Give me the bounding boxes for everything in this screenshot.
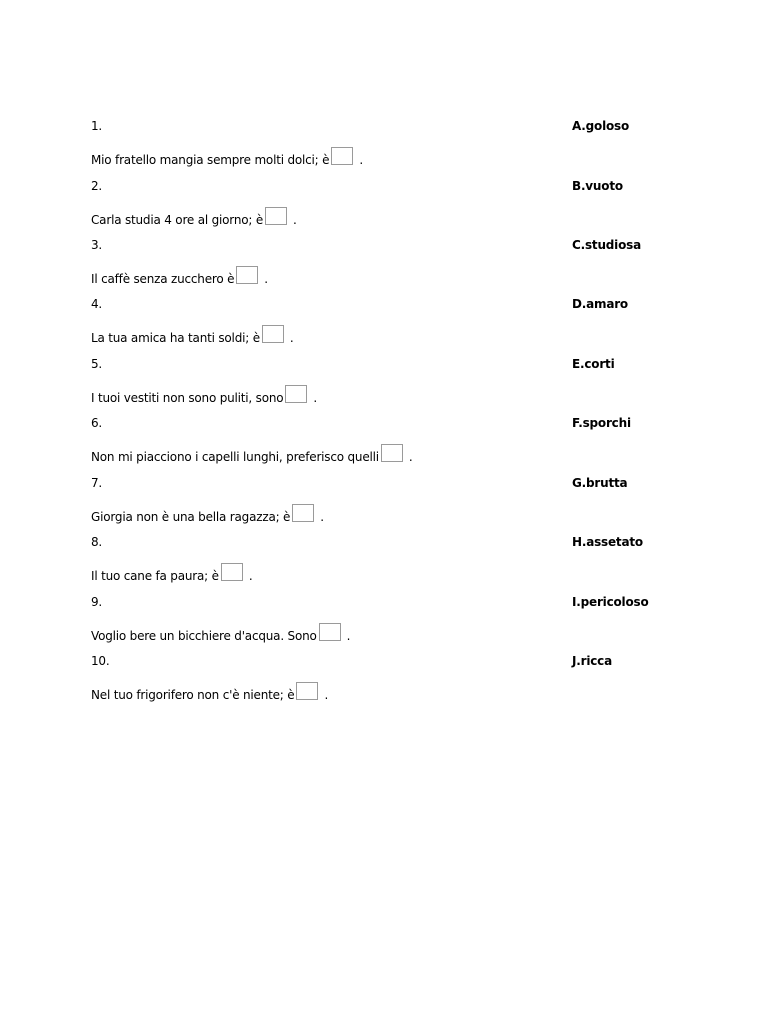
option-g: G.brutta [572, 476, 628, 490]
sentence-end: . [320, 510, 324, 524]
sentence-end: . [264, 272, 268, 286]
question-sentence [91, 147, 363, 167]
sentence-end: . [359, 153, 363, 167]
question-number: 7. [91, 476, 103, 490]
question-number: 2. [91, 179, 103, 193]
question-sentence [91, 563, 252, 583]
question-number: 8. [91, 535, 103, 549]
answer-blank-2[interactable] [265, 207, 287, 225]
answer-blank-1[interactable] [331, 147, 353, 165]
question-number: 3. [91, 238, 103, 252]
option-e: E.corti [572, 357, 615, 371]
answer-blank-10[interactable] [296, 682, 318, 700]
sentence-text: Non mi piacciono i capelli lunghi, preferisco quelli [91, 450, 379, 464]
sentence-end: . [313, 391, 318, 405]
sentence-text: Il caffè senza zucchero è [91, 272, 235, 286]
sentence-text: Nel tuo frigorifero non c'è niente; è [91, 688, 295, 702]
answer-blank-7[interactable] [292, 504, 314, 522]
option-f: F.sporchi [572, 416, 631, 430]
answer-blank-9[interactable] [319, 623, 341, 641]
option-a: A.goloso [572, 119, 630, 133]
answer-blank-3[interactable] [236, 266, 258, 284]
question-sentence [91, 266, 268, 286]
question-number: 4. [91, 297, 103, 311]
option-d: D.amaro [572, 297, 628, 311]
sentence-end: . [324, 688, 329, 702]
question-sentence [91, 682, 328, 702]
answer-blank-5[interactable] [285, 385, 307, 403]
sentence-end: . [293, 213, 297, 227]
sentence-text: Il tuo cane fa paura; è [91, 569, 219, 583]
sentence-text: I tuoi vestiti non sono puliti, sono [91, 391, 284, 405]
question-sentence [91, 385, 317, 405]
question-number: 1. [91, 119, 103, 133]
sentence-end: . [346, 629, 351, 643]
option-c: C.studiosa [572, 238, 641, 252]
question-sentence [91, 623, 350, 643]
answer-blank-4[interactable] [262, 325, 284, 343]
question-sentence [91, 325, 294, 345]
option-j: J.ricca [572, 654, 612, 668]
option-i: I.pericoloso [572, 595, 649, 609]
question-number: 10. [91, 654, 110, 668]
question-number: 5. [91, 357, 103, 371]
question-sentence [91, 207, 297, 227]
sentence-text: Voglio bere un bicchiere d'acqua. Sono [91, 629, 317, 643]
sentence-end: . [289, 331, 294, 345]
sentence-text: La tua amica ha tanti soldi; è [91, 331, 260, 345]
sentence-text: Carla studia 4 ore al giorno; è [91, 213, 264, 227]
option-h: H.assetato [572, 535, 643, 549]
sentence-text: Mio fratello mangia sempre molti dolci; è [91, 153, 330, 167]
sentence-text: Giorgia non è una bella ragazza; è [91, 510, 291, 524]
question-sentence [91, 444, 413, 464]
sentence-end: . [408, 450, 413, 464]
sentence-end: . [248, 569, 253, 583]
answer-blank-6[interactable] [381, 444, 403, 462]
question-number: 6. [91, 416, 103, 430]
answer-blank-8[interactable] [221, 563, 243, 581]
question-number: 9. [91, 595, 103, 609]
question-sentence [91, 504, 324, 524]
option-b: B.vuoto [572, 179, 623, 193]
